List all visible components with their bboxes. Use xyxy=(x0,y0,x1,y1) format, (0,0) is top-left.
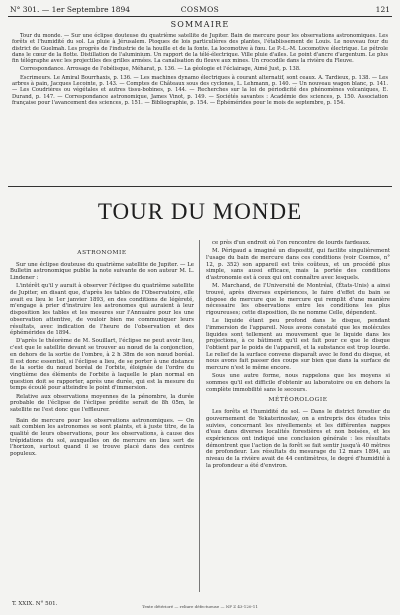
article-paragraph: M. Marchand, de l'Université de Montréal, (États-Unis) a ainsi trouvé, après diverses expériences, le faire d'effet du bain se dispose de mercure que le mercure qui remplit d'une manière nécessaire les observations entre les conditions les plus rigoureuses; cette disposition, ils ne nomme Celle, dépendent. xyxy=(206,283,390,317)
article-paragraph: Bain de mercure pour les observations astronomiques. — On sait combien les astronomes se sont plaints, et à juste titre, de la qualité de leurs observations, pour les observations, à cause des trépidations du sol, auxquelles on de mercure en lieu sert de l'horizon, surtout quand il se trouve placé dans des centres populeux. xyxy=(10,417,194,458)
column-divider xyxy=(199,240,200,592)
article-paragraph: L'intérêt qu'il y aurait à observer l'éclipse du quatrième satellite de Jupiter, en disant que, d'après les tables de l'Observatoire, elle avait eu lieu le 1er janvier 1893, en des conditions de légèreté, m'engage à prier d'instruire les astronomes qui auraient à leur disposition les tables et les mesures sur l'Annuaire pour les une observation attentive, de vouloir bien me communiquer leurs résultats, avec indication de l'heure de l'observation et des éphémérides de 1894. xyxy=(10,283,194,337)
sommaire-paragraph: Escrimeurs. Le Amiral Bourrhaxis, p. 136. — Les machines dynamo électriques à courant alternatif, sont ceaux. A. Tardieux, p. 138. — Les arbres à pain, Jacques Lecointe, p. 143. — Comptes de Châteaux sous des cyclones, L. Lehmann, p. 140. — Un nouveau wagon blanc, p. 141. — Les Coudrières ou végétales et autres tissu-bobines, p. 144. — Recherches sur la loi de périodicité des phénomènes volcaniques, E. Durand, p. 147. — Correspondance astronomique, James Vinot, p. 149. — Sociétés savantes : Académie des sciences, p. 150. Association française pour l'avancement des sciences, p. 151. — Bibliographie, p. 154. — Éphémérides pour le mois de septembre, p. 154. xyxy=(12,74,388,106)
article-paragraph: Les forêts et l'humidité du sol. — Dans le district forestier du gouvernement de Yekaterinoslav, on a entrepris des études très suivies, concernant les nivellements et les différentes nappes d'eau dans diverses localités forestières et non boisées, et les expériences ont indiqué une conclusion générale : les résultats démontrent que l'action de la forêt se fait sentir jusqu'à 40 mètres de profondeur. Les résultats du mesurage du 12 mars 1894, au niveau de la rivière avait de 44 centimètres, le degré d'humidité à la profondeur a été d'environ. xyxy=(206,409,390,469)
issue-date: N° 301. — 1er Septembre 1894 xyxy=(10,5,131,14)
article-paragraph: Sur une éclipse douteuse du quatrième satellite de Jupiter. — Le Bulletin astronomique publie la note suivante de son auteur M. L. Lindener : xyxy=(10,261,194,282)
article-paragraph: Relative aux observations moyennes de la pénombre, la durée probable de l'éclipse de l'éclipse prédite serait de 8h 05m, le satellite ne l'est donc que l'effleurer. xyxy=(10,393,194,413)
article-paragraph: ce près d'un endroit où l'on rencontre de lourds fardeaux. xyxy=(212,240,371,246)
section-heading-meteorologie: MÉTÉOROLOGIE xyxy=(268,397,328,404)
sommaire-rule xyxy=(8,186,392,187)
sommaire-heading: SOMMAIRE xyxy=(170,20,230,29)
header-rule xyxy=(8,16,392,17)
volume-footer: T. XXIX. N° 501. xyxy=(12,601,58,607)
page-number: 121 xyxy=(375,5,390,14)
right-column xyxy=(206,240,390,471)
left-column xyxy=(10,246,194,459)
sommaire-block xyxy=(12,33,388,106)
printer-footer: Texte détérioré — reliure défectueuse — NF Z 43-120-11 xyxy=(142,604,258,609)
article-paragraph: M. Périgaud a imaginé un dispositif, qui facilite singulièrement l'usage du bain de mercure dans ces conditions (voir Cosmos, n° 12, p. 352) son appareil est très coûteux, et un procédé plus simple, sans aussi efficace, mais la portée des conditions d'astronomie est à ceux qui ont connaître avec lesquels. xyxy=(206,248,390,282)
section-heading-astronomie: ASTRONOMIE xyxy=(77,250,127,256)
article-paragraph: Sous une autre forme, nous rappelons que les moyens si sommes qu'il est difficile d'obtenir au laboratoire ou en dehors la complète immobilité sans le secours. xyxy=(206,373,390,393)
page-header xyxy=(8,4,392,16)
journal-title: COSMOS xyxy=(180,5,220,14)
sommaire-paragraph: Tour du monde. — Sur une éclipse douteuse du quatrième satellite de Jupiter. Bain de mercure pour les observations astronomiques. Les forêts et l'humidité du sol. La pluie à Jérusalem. Ptoques de lois particulières des plantes, l'établissement de Louis. Le nouveau four du district de Guelmah. Les progrès de l'industrie de la houille et de la fonte. La locomotive à fœu. Le P.-L.-M. Locomotive électrique. Le pétrole dans le cœur de la flotte. Distillation de l'aluminium. Un rapport de la télé-électrique. Ville pluie d'ailes. Le point d'ancre d'argentum. Le plus fin télégraphe avec les projectiles des grilles armées. La canalisation du fleuve aux mines. Un crocodile dans la rivière du Fleuve. xyxy=(12,33,388,65)
section-main-title: TOUR DU MONDE xyxy=(97,199,303,224)
sommaire-paragraph: Correspondance. Arrosage de l'obélisque, Méharat, p. 136. — La géologie et l'éclairage, Aimé Just, p. 138. xyxy=(20,66,301,73)
article-paragraph: Le liquide étant peu profond dans le disque, pendant l'immersion de l'appareil. Nous avons constaté que les molécules liquides sont tellement au mouvement que le liquide dans les projections, à ce bâtiment qu'il est fait pour ce que le disque l'obtient par le poids de l'appareil, et la substance est trop lourde. Le relief de la surface convexe disparaît avec le fond du disque, et nous avons fait passer des coups sur bien que dans la surface de mercure n'est le même encore. xyxy=(206,318,390,372)
article-paragraph: D'après le théorème de M. Souillart, l'éclipse ne peut avoir lieu, c'est que le satellite devant se trouver au nœud de la conjonction, en dehors de la sortie de l'ombre, à 2 h 38m de son nœud boréal. Il est donc essentiel, si l'éclipse a lieu, de se porter à une distance de la sortie du nœud boréal de l'orbite, éloignée de l'ordre du vingtième des éléments de l'orbite à laquelle le plan normal en question doit se rapporter, après une durée, qui est la mesure du temps écoulé pour atteindre le point d'immersion. xyxy=(10,338,194,392)
